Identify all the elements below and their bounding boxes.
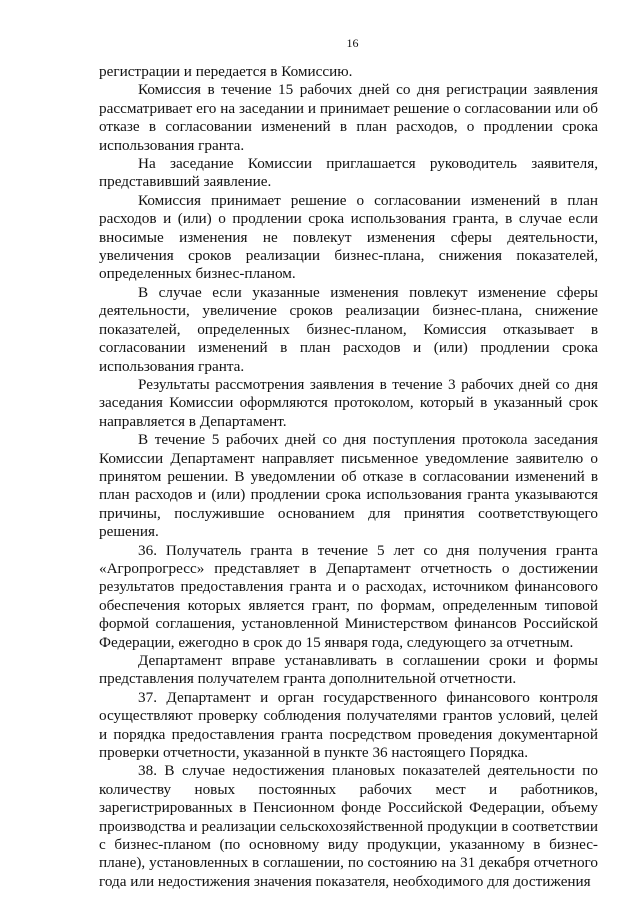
document-body	[99, 63, 598, 891]
paragraph: регистрации и передается в Комиссию.	[99, 63, 353, 80]
paragraph: 37. Департамент и орган государственного финансового контроля осуществляют проверку соблюдения получателями грантов условий, целей и порядка предоставления гранта посредством проведения документарной проверки отчетности, указанной в пункте 36 настоящего Порядка.	[99, 688, 598, 762]
paragraph: Комиссия в течение 15 рабочих дней со дня регистрации заявления рассматривает его на заседании и принимает решение о согласовании или об отказе в согласовании изменений в план расходов, о продлении срока использования гранта.	[99, 81, 598, 154]
paragraph: В случае если указанные изменения повлекут изменение сферы деятельности, увеличение сроков реализации бизнес-плана, снижение показателей, определенных бизнес-планом, Комиссия отказывает в согласовании изменений в план расходов и (или) продлении срока использования гранта.	[99, 283, 598, 375]
paragraph: 36. Получатель гранта в течение 5 лет со дня получения гранта «Агропрогресс» представляет в Департамент отчетность о достижении результатов предоставления гранта и о расходах, источником финансового обеспечения которых является грант, по формам, определенным типовой формой соглашения, установленной Министерством финансов Российской Федерации, ежегодно в срок до 15 января года, следующего за отчетным.	[99, 541, 598, 651]
page-number: 16	[346, 36, 359, 50]
paragraph: В течение 5 рабочих дней со дня поступления протокола заседания Комиссии Департамент направляет письменное уведомление заявителю о принятом решении. В уведомлении об отказе в согласовании изменений в план расходов и (или) продлении срока использования гранта указываются причины, послужившие основанием для принятия соответствующего решения.	[99, 431, 598, 541]
paragraph: 38. В случае недостижения плановых показателей деятельности по количеству новых постоянных рабочих мест и работников, зарегистрированных в Пенсионном фонде Российской Федерации, объему производства и реализации сельскохозяйственной продукции в соответствии с бизнес-планом (по основному виду продукции, указанному в бизнес-плане), установленных в соглашении, по состоянию на 31 декабря отчетного года или недостижения значения показателя, необходимого для достижения	[99, 762, 598, 890]
paragraph: Результаты рассмотрения заявления в течение 3 рабочих дней со дня заседания Комиссии оформляются протоколом, который в указанный срок направляется в Департамент.	[99, 375, 598, 430]
paragraph: На заседание Комиссии приглашается руководитель заявителя, представивший заявление.	[99, 155, 598, 191]
paragraph: Комиссия принимает решение о согласовании изменений в план расходов и (или) о продлении срока использования гранта, в случае если вносимые изменения не повлекут изменения сферы деятельности, увеличения сроков реализации бизнес-плана, снижения показателей, определенных бизнес-планом.	[99, 191, 598, 283]
paragraph: Департамент вправе устанавливать в соглашении сроки и формы представления получателем гранта дополнительной отчетности.	[99, 652, 598, 688]
